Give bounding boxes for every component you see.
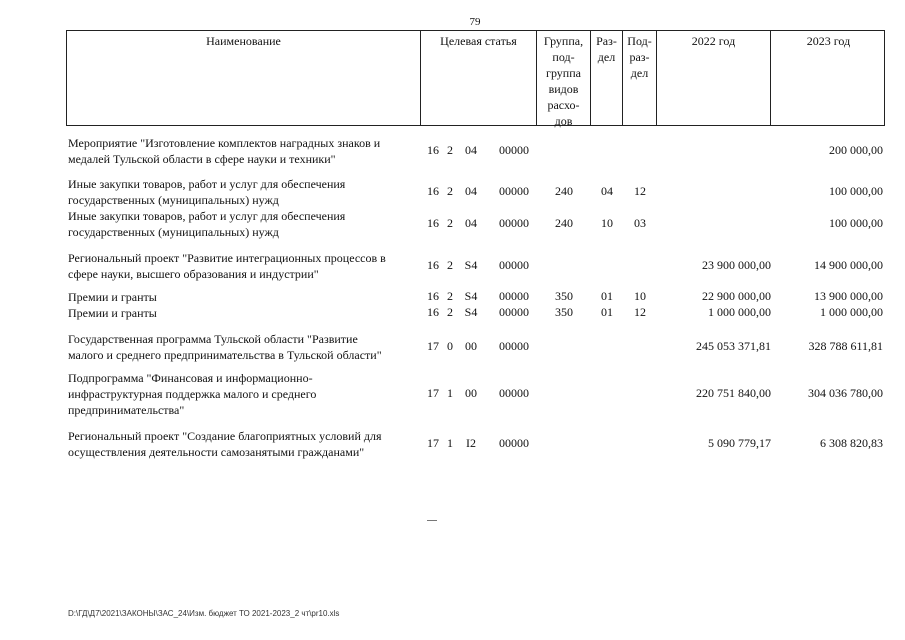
section: 01 (601, 289, 613, 303)
page-number: 79 (469, 16, 481, 28)
code-program: 17 (427, 339, 439, 353)
header-group: Группа, под- группа видов расхо- дов (537, 31, 591, 125)
code-subprogram: 2 (447, 258, 453, 272)
amount-2023: 200 000,00 (829, 143, 883, 157)
table-row (0, 176, 905, 208)
row-name: Региональный проект "Развитие интеграционных процессов в сфере науки, высшего образования и индустрии" (68, 251, 386, 281)
code-event: 00 (465, 339, 477, 353)
code-event: S4 (464, 258, 478, 272)
header-name: Наименование (67, 31, 421, 125)
code-event: I2 (466, 436, 476, 450)
amount-2023: 14 900 000,00 (814, 258, 883, 272)
amount-2022: 1 000 000,00 (708, 305, 771, 319)
table-row (0, 370, 905, 418)
table-row (0, 208, 905, 240)
code-direction: 00000 (499, 386, 529, 400)
section: 01 (601, 305, 613, 319)
expense-group: 240 (555, 184, 573, 198)
code-subprogram: 2 (447, 184, 453, 198)
stray-mark (427, 520, 437, 521)
section: 04 (601, 184, 613, 198)
code-subprogram: 0 (447, 339, 453, 353)
header-subsection: Под- раз- дел (623, 31, 657, 125)
table-header (66, 30, 885, 126)
code-event: 04 (465, 184, 477, 198)
subsection: 12 (634, 184, 646, 198)
header-2023: 2023 год (806, 34, 851, 48)
header-2022: 2022 год (657, 31, 771, 125)
code-event: 00 (465, 386, 477, 400)
row-name: Иные закупки товаров, работ и услуг для обеспечения государственных (муниципальных) нужд (68, 177, 346, 207)
section: 10 (601, 216, 613, 230)
code-subprogram: 1 (447, 386, 453, 400)
code-subprogram: 1 (447, 436, 453, 450)
code-subprogram: 2 (447, 289, 453, 303)
amount-2023: 6 308 820,83 (820, 436, 883, 450)
subsection: 12 (634, 305, 646, 319)
code-event: 04 (465, 143, 477, 157)
table-row (0, 305, 905, 321)
code-event: S4 (464, 305, 478, 319)
expense-group: 350 (555, 289, 573, 303)
row-name: Государственная программа Тульской области "Развитие малого и среднего предпринимательства в Тульской области" (68, 332, 382, 362)
code-subprogram: 2 (447, 305, 453, 319)
code-event: 04 (465, 216, 477, 230)
row-name: Иные закупки товаров, работ и услуг для обеспечения государственных (муниципальных) нужд (68, 209, 346, 239)
code-subprogram: 2 (447, 143, 453, 157)
code-direction: 00000 (499, 184, 529, 198)
row-name: Премии и гранты (68, 306, 157, 320)
amount-2023: 13 900 000,00 (814, 289, 883, 303)
subsection: 10 (634, 289, 646, 303)
code-direction: 00000 (499, 305, 529, 319)
header-section: Раз- дел (591, 31, 623, 125)
code-program: 16 (427, 216, 439, 230)
row-name: Премии и гранты (68, 290, 157, 304)
table-row (0, 250, 905, 282)
expense-group: 240 (555, 216, 573, 230)
code-program: 16 (427, 289, 439, 303)
amount-2023: 304 036 780,00 (808, 386, 883, 400)
file-path-footer: D:\ГД\Д7\2021\ЗАКОНЫ\ЗАС_24\Изм. бюджет ТО 2021-2023_2 чт\pr10.xls (68, 609, 340, 618)
code-direction: 00000 (499, 143, 529, 157)
amount-2022: 245 053 371,81 (696, 339, 771, 353)
amount-2022: 22 900 000,00 (702, 289, 771, 303)
amount-2022: 5 090 779,17 (708, 436, 771, 450)
code-program: 16 (427, 184, 439, 198)
table-row (0, 428, 905, 460)
code-subprogram: 2 (447, 216, 453, 230)
row-name: Региональный проект "Создание благоприятных условий для осуществления деятельности самозанятыми гражданами" (68, 429, 382, 459)
code-program: 16 (427, 143, 439, 157)
table-row (0, 331, 905, 363)
row-name: Мероприятие "Изготовление комплектов наградных знаков и медалей Тульской области в сфере науки и техники" (68, 136, 381, 166)
amount-2022: 23 900 000,00 (702, 258, 771, 272)
row-name: Подпрограмма "Финансовая и информационно- инфраструктурная поддержка малого и среднего предпринимательства" (68, 371, 317, 417)
amount-2023: 328 788 611,81 (808, 339, 883, 353)
code-program: 17 (427, 386, 439, 400)
table-row (0, 135, 905, 167)
amount-2023: 100 000,00 (829, 216, 883, 230)
table-row (0, 289, 905, 305)
code-direction: 00000 (499, 216, 529, 230)
code-direction: 00000 (499, 339, 529, 353)
amount-2023: 100 000,00 (829, 184, 883, 198)
code-direction: 00000 (499, 289, 529, 303)
code-program: 17 (427, 436, 439, 450)
code-direction: 00000 (499, 258, 529, 272)
header-target: Целевая статья (421, 31, 537, 125)
code-event: S4 (464, 289, 478, 303)
code-direction: 00000 (499, 436, 529, 450)
code-program: 16 (427, 305, 439, 319)
subsection: 03 (634, 216, 646, 230)
amount-2023: 1 000 000,00 (820, 305, 883, 319)
expense-group: 350 (555, 305, 573, 319)
code-program: 16 (427, 258, 439, 272)
amount-2022: 220 751 840,00 (696, 386, 771, 400)
